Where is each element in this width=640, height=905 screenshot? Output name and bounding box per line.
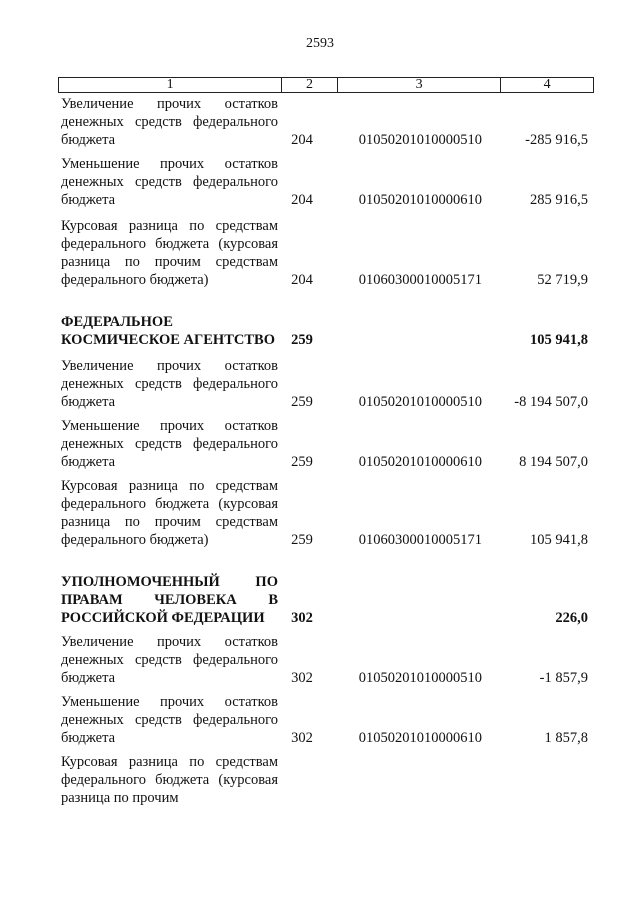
row-code: 204	[291, 192, 313, 208]
row-account: 01050201010000610	[358, 454, 482, 470]
row-value: -8 194 507,0	[514, 394, 588, 410]
table-row-agency	[58, 573, 594, 627]
table-row	[58, 357, 594, 411]
budget-table	[58, 77, 594, 806]
row-name: Курсовая разница по средствам федерального бюджета (курсовая разница по прочим	[61, 754, 278, 806]
table-row	[58, 217, 594, 289]
row-account: 01060300010005171	[358, 532, 482, 548]
row-account: 01050201010000510	[358, 670, 482, 686]
agency-name: ФЕДЕРАЛЬНОЕ КОСМИЧЕСКОЕ АГЕНТСТВО	[61, 314, 275, 348]
header-col-4: 4	[543, 77, 551, 92]
table-row	[58, 477, 594, 549]
table-row-agency	[58, 313, 594, 349]
row-name: Увеличение прочих остатков денежных средств федерального бюджета	[61, 358, 278, 410]
row-name: Курсовая разница по средствам федерального бюджета (курсовая разница по прочим средствам федерального бюджета)	[61, 478, 278, 548]
row-code: 204	[291, 272, 313, 288]
agency-total: 226,0	[555, 610, 588, 626]
row-value: 105 941,8	[530, 532, 588, 548]
agency-name: УПОЛНОМОЧЕННЫЙ ПО ПРАВАМ ЧЕЛОВЕКА В РОССИЙСКОЙ ФЕДЕРАЦИИ	[61, 574, 278, 626]
header-col-3: 3	[338, 78, 501, 92]
row-value: 1 857,8	[544, 730, 588, 746]
table-row	[58, 633, 594, 687]
agency-code: 302	[291, 610, 313, 626]
row-value: 8 194 507,0	[519, 454, 588, 470]
row-value: -1 857,9	[539, 670, 588, 686]
table-row	[58, 95, 594, 149]
row-name: Уменьшение прочих остатков денежных средств федерального бюджета	[61, 156, 278, 208]
row-value: -285 916,5	[525, 132, 588, 148]
row-account: 01050201010000610	[358, 192, 482, 208]
row-code: 259	[291, 394, 313, 410]
table-row	[58, 417, 594, 471]
row-code: 204	[291, 132, 313, 148]
row-code: 259	[291, 454, 313, 470]
agency-code: 259	[291, 332, 313, 348]
row-account: 01050201010000510	[358, 394, 482, 410]
row-value: 52 719,9	[537, 272, 588, 288]
row-account: 01050201010000510	[358, 132, 482, 148]
row-code: 259	[291, 532, 313, 548]
header-col-2: 2	[282, 78, 338, 92]
row-name: Увеличение прочих остатков денежных средств федерального бюджета	[61, 96, 278, 148]
row-account: 01050201010000610	[358, 730, 482, 746]
agency-total: 105 941,8	[530, 332, 588, 348]
header-col-1: 1	[59, 78, 282, 92]
row-code: 302	[291, 670, 313, 686]
row-name: Увеличение прочих остатков денежных средств федерального бюджета	[61, 634, 278, 686]
row-name: Уменьшение прочих остатков денежных средств федерального бюджета	[61, 694, 278, 746]
row-code: 302	[291, 730, 313, 746]
table-row-partial	[58, 753, 594, 807]
table-row	[58, 693, 594, 747]
row-name: Уменьшение прочих остатков денежных средств федерального бюджета	[61, 418, 278, 470]
row-name: Курсовая разница по средствам федерального бюджета (курсовая разница по прочим средствам федерального бюджета)	[61, 218, 278, 288]
table-header	[58, 77, 594, 93]
table-row	[58, 155, 594, 209]
row-account: 01060300010005171	[358, 272, 482, 288]
row-value: 285 916,5	[530, 192, 588, 208]
page-number: 2593	[306, 36, 334, 51]
